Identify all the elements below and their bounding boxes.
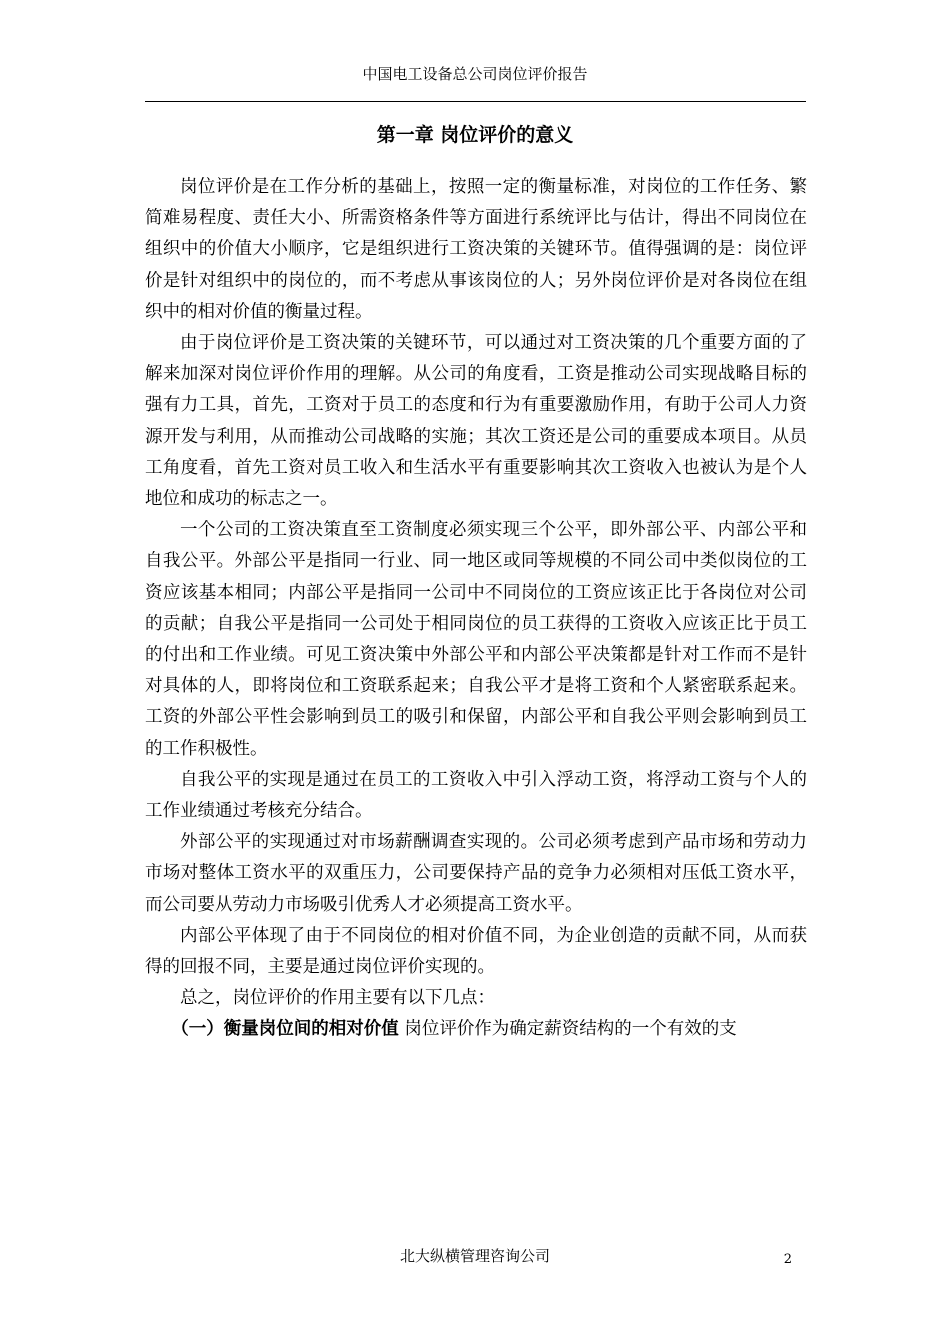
- paragraph-5: 外部公平的实现通过对市场薪酬调查实现的。公司必须考虑到产品市场和劳动力市场对整体工资水平的双重压力，公司要保持产品的竞争力必须相对压低工资水平，而公司要从劳动力市场吸引优秀人才必须提高工资水平。: [145, 832, 807, 915]
- header-divider: [145, 101, 806, 102]
- list-item-1-heading: （一）衡量岗位间的相对价值: [171, 1019, 399, 1040]
- paragraph-7: 总之，岗位评价的作用主要有以下几点：: [180, 988, 495, 1009]
- paragraph-4: 自我公平的实现是通过在员工的工资收入中引入浮动工资，将浮动工资与个人的工作业绩通过考核充分结合。: [145, 769, 807, 822]
- paragraph-2: 由于岗位评价是工资决策的关键环节，可以通过对工资决策的几个重要方面的了解来加深对岗位评价作用的理解。从公司的角度看，工资是推动公司实现战略目标的强有力工具，首先，工资对于员工的态度和行为有重要激励作用，有助于公司人力资源开发与利用，从而推动公司战略的实施；其次工资还是公司的重要成本项目。从员工角度看，首先工资对员工收入和生活水平有重要影响其次工资收入也被认为是个人地位和成功的标志之一。: [145, 333, 807, 510]
- paragraph-6: 内部公平体现了由于不同岗位的相对价值不同，为企业创造的贡献不同，从而获得的回报不同，主要是通过岗位评价实现的。: [145, 925, 807, 978]
- list-item-1-text: 岗位评价作为确定薪资结构的一个有效的支: [398, 1019, 737, 1040]
- paragraph-1: 岗位评价是在工作分析的基础上，按照一定的衡量标准，对岗位的工作任务、繁简难易程度、责任大小、所需资格条件等方面进行系统评比与估计，得出不同岗位在组织中的价值大小顺序，它是组织进行工资决策的关键环节。值得强调的是：岗位评价是针对组织中的岗位的，而不考虑从事该岗位的人；另外岗位评价是对各岗位在组织中的相对价值的衡量过程。: [145, 177, 807, 322]
- paragraph-3: 一个公司的工资决策直至工资制度必须实现三个公平，即外部公平、内部公平和自我公平。外部公平是指同一行业、同一地区或同等规模的不同公司中类似岗位的工资应该基本相同；内部公平是指同一公司中不同岗位的工资应该正比于各岗位对公司的贡献；自我公平是指同一公司处于相同岗位的员工获得的工资收入应该正比于员工的付出和工作业绩。可见工资决策中外部公平和内部公平决策都是针对工作而不是针对具体的人，即将岗位和工资联系起来；自我公平才是将工资和个人紧密联系起来。工资的外部公平性会影响到员工的吸引和保留，内部公平和自我公平则会影响到员工的工作积极性。: [145, 520, 807, 759]
- page-header: 中国电工设备总公司岗位评价报告: [362, 65, 588, 83]
- list-item-1: [145, 1014, 807, 1045]
- body-text: [145, 172, 807, 1046]
- footer-company: 北大纵横管理咨询公司: [399, 1247, 550, 1265]
- chapter-title: 第一章 岗位评价的意义: [376, 124, 574, 146]
- page-number: 2: [783, 1252, 792, 1267]
